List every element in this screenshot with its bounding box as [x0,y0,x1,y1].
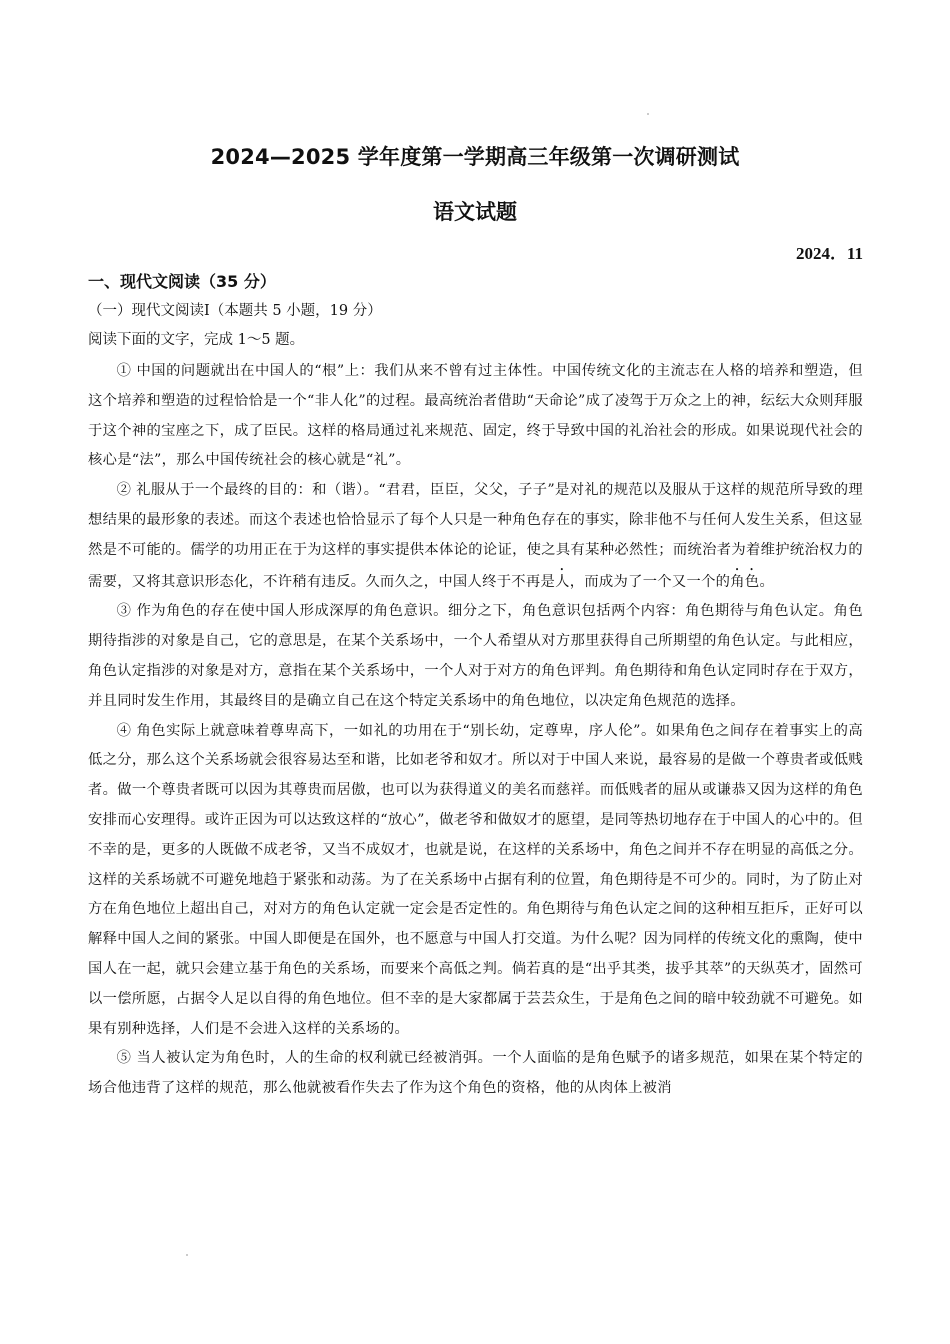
exam-subject: 语文试题 [433,200,517,224]
passage-paragraph-5: ⑤ 当人被认定为角色时，人的生命的权利就已经被消弭。一个人面临的是角色赋予的诸多规范，如果在某个特定的场合他违背了这样的规范，那么他就被看作失去了作为这个角色的资格，他的从肉体上被消 [88,1050,863,1097]
exam-title: 2024—2025 学年度第一学期高三年级第一次调研测试 [210,145,740,169]
passage-paragraph-4: ④ 角色实际上就意味着尊卑高下，一如礼的功用在于“别长幼，定尊卑，序人伦”。如果角色之间存在着事实上的高低之分，那么这个关系场就会很容易达至和谐，比如老爷和奴才。所以对于中国人来说，最容易的是做一个尊贵者或低贱者。做一个尊贵者既可以因为其尊贵而居傲，也可以为获得道义的美名而慈祥。而低贱者的屈从或谦恭又因为这样的角色安排而心安理得。或许正因为可以达致这样的“放心”，做老爷和做奴才的愿望，是同等热切地存在于中国人的心中的。但不幸的是，更多的人既做不成老爷，又当不成奴才，也就是说，在这样的关系场中，角色之间并不存在明显的高低之分。这样的关系场就不可避免地趋于紧张和动荡。为了在关系场中占据有利的位置，角色期待是不可少的。同时，为了防止对方在角色地位上超出自己，对对方的角色认定就一定会是否定性的。角色期待与角色认定之间的这种相互拒斥，正好可以解释中国人之间的紧张。中国人即便是在国外，也不愿意与中国人打交道。为什么呢？因为同样的传统文化的熏陶，使中国人在一起，就只会建立基于角色的关系场，而要来个高低之判。倘若真的是“出乎其类，拔乎其萃”的天纵英才，固然可以一偿所愿，占据令人足以自得的角色地位。但不幸的是大家都属于芸芸众生，于是角色之间的暗中较劲就不可避免。如果有别种选择，人们是不会进入这样的关系场的。 [88,722,863,1037]
passage-paragraph-1: ① 中国的问题就出在中国人的“根”上：我们从来不曾有过主体性。中国传统文化的主流志在人格的培养和塑造，但这个培养和塑造的过程恰恰是一个“非人化”的过程。最高统治者借助“天命论”成了凌驾于万众之上的神，纭纭大众则拜服于这个神的宝座之下，成了臣民。这样的格局通过礼来规范、固定，终于导致中国的礼治社会的形成。如果说现代社会的核心是“法”，那么中国传统社会的核心就是“礼”。 [88,363,863,469]
section-subheading: （一）现代文阅读Ⅰ（本题共 5 小题，19 分） [88,303,382,319]
paragraph-2-text-middle: ，而成为了一个又一个的 [569,573,731,590]
emphasized-word-juese: 角色 [730,573,760,590]
paragraph-2-text-after: 。 [759,573,775,590]
reading-passage [88,357,863,1104]
passage-paragraph-2 [88,476,863,597]
paragraph-2-text-before: ② 礼服从于一个最终的目的：和（谐）。“君君，臣臣，父父，子子”是对礼的规范以及服从于这样的规范所导致的理想结果的最形象的表述。而这个表述也恰恰显示了每个人只是一种角色存在的事实，除非他不与任何人发生关系，但这显然是不可能的。儒学的功用正在于为这样的事实提供本体论的论证，使之具有某种必然性；而统治者为着维护统治权力的需要，又将其意识形态化，不许稍有违反。久而久之，中国人终于不再是 [88,482,863,590]
exam-date: 2024．11 [795,244,863,263]
scan-speck [186,1254,188,1256]
section-heading: 一、现代文阅读（35 分） [88,272,276,291]
emphasized-word-ren: 人 [555,573,570,590]
passage-paragraph-3: ③ 作为角色的存在使中国人形成深厚的角色意识。细分之下，角色意识包括两个内容：角色期待与角色认定。角色期待指涉的对象是自己，它的意思是，在某个关系场中，一个人希望从对方那里获得自己所期望的角色认定。与此相应，角色认定指涉的对象是对方，意指在某个关系场中，一个人对于对方的角色评判。角色期待和角色认定同时存在于双方，并且同时发生作用，其最终目的是确立自己在这个特定关系场中的角色地位，以决定角色规范的选择。 [88,603,863,709]
reading-instruction: 阅读下面的文字，完成 1～5 题。 [88,332,305,348]
scan-speck [647,113,649,115]
